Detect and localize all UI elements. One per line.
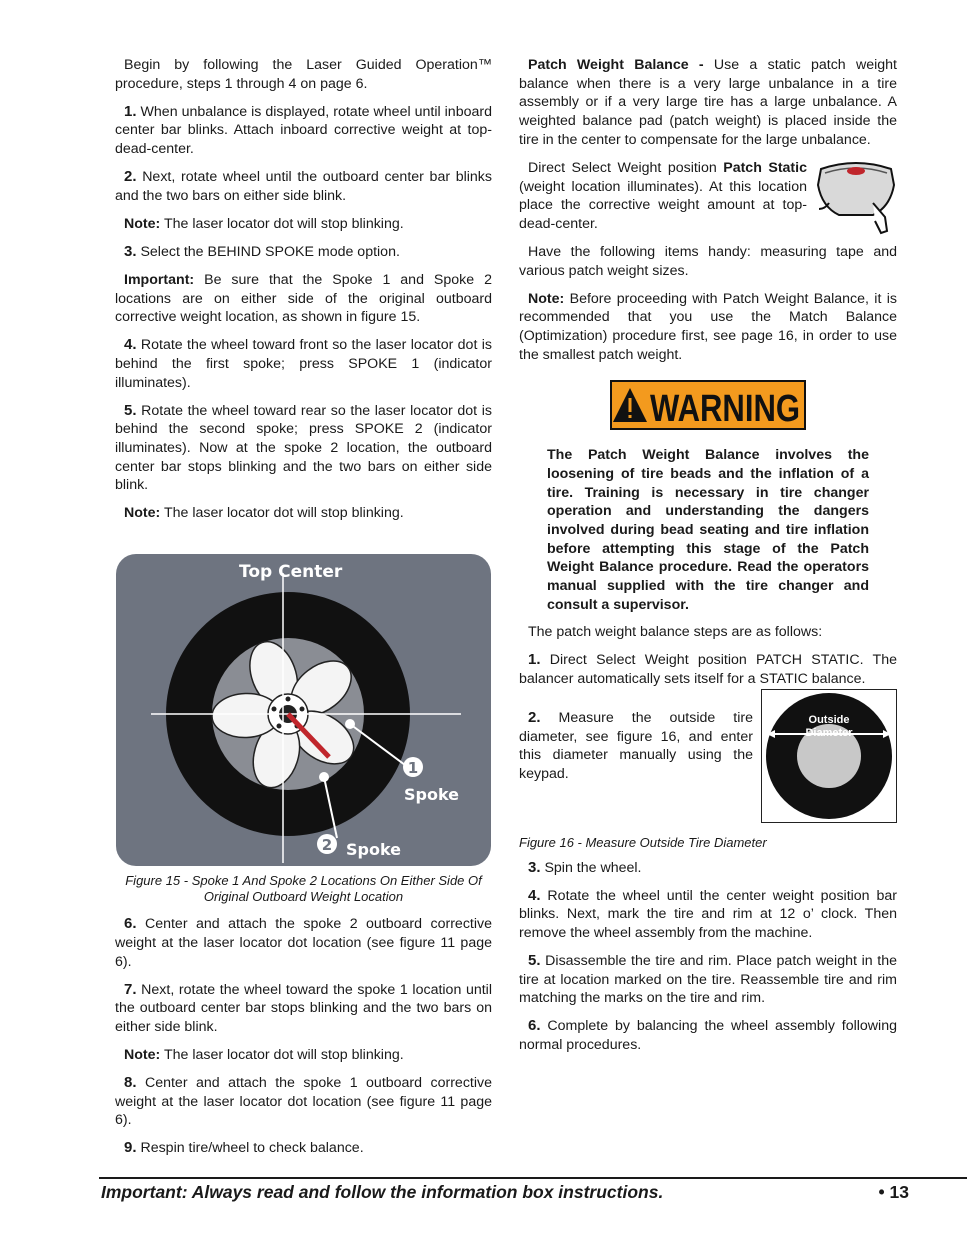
spoke-2-number: 2 (321, 836, 333, 855)
steps-intro: The patch weight balance steps are as follows: (528, 624, 823, 641)
outside-diameter-diagram (761, 689, 897, 823)
figure-16 (761, 689, 897, 829)
step-text: Center and attach the spoke 2 outboard corrective weight at the laser locator dot location (see figure 11 page 6). (115, 916, 492, 970)
step-number: 6. (528, 1017, 541, 1035)
note-label: Note: (124, 215, 161, 232)
step-number: 5. (528, 951, 541, 969)
patch-step-1 (519, 651, 897, 688)
important-paragraph (115, 271, 492, 327)
outside-label: Outside (808, 713, 850, 726)
figure-15 (115, 553, 492, 867)
step-number: 2. (528, 708, 541, 726)
spoke-2-label: Spoke (346, 840, 402, 860)
ds-text-2: (weight location illuminates). At this location place the corrective weight amount at top-dead-center. (519, 178, 807, 232)
intro-paragraph: Begin by following the Laser Guided Operation™ procedure, steps 1 through 4 on page 6. (115, 57, 492, 92)
step-text: Rotate the wheel toward front so the laser locator dot is behind the first spoke; press SPOKE 1 (indicator illuminates). (115, 337, 492, 391)
patch-step-5 (519, 952, 897, 1008)
important-label: Important: (124, 271, 195, 288)
step-text: Direct Select Weight position PATCH STATIC. The balancer automatically sets itself for a STATIC balance. (519, 652, 897, 688)
footer-rule (99, 1177, 967, 1179)
top-center-label: Top Center (239, 562, 343, 583)
pwb-label: Patch Weight Balance - (528, 57, 704, 73)
footer-text: Important: Always read and follow the information box instructions. (101, 1182, 664, 1202)
step-text: Complete by balancing the wheel assembly following normal procedures. (519, 1018, 897, 1054)
patch-step-6 (519, 1017, 897, 1054)
diameter-label: Diameter (805, 726, 853, 739)
step-text: Measure the outside tire diameter, see figure 16, and enter this diameter manually using the keypad. (519, 709, 753, 782)
patch-static-label: Patch Static (723, 159, 807, 176)
patch-static-icon (815, 159, 897, 235)
step-4 (115, 336, 492, 392)
pwb-text: Use a static patch weight balance when there is a very large unbalance in a tire assembly or if a very large tire has a large unbalance. A weighted balance pad (patch weight) is placed inside the tire in the center to compensate for the large unbalance. (519, 57, 897, 148)
note-match-balance (519, 290, 897, 365)
ds-text-1: Direct Select Weight position (528, 159, 724, 176)
note-label: Note: (124, 505, 161, 522)
right-column (519, 56, 897, 1064)
step-text: Select the BEHIND SPOKE mode option. (136, 243, 400, 260)
important-text: Be sure that the Spoke 1 and Spoke 2 locations are on either side of the original outboard corrective weight location, as shown in figure 15. (115, 271, 492, 326)
step-text: Disassemble the tire and rim. Place patch weight in the tire at location marked on the tire. Reassemble tire and rim matching the marks on the tire and rim. (519, 952, 897, 1007)
step-7 (115, 981, 492, 1037)
patch-step-3 (519, 859, 897, 878)
note-2 (115, 504, 492, 523)
step-number: 6. (124, 915, 137, 933)
figure-16-caption: Figure 16 - Measure Outside Tire Diameter (519, 834, 767, 850)
step-number: 1. (124, 102, 137, 120)
note-text: Before proceeding with Patch Weight Balance, it is recommended that you use the Match Balance (Optimization) procedure first, see page 16, in order to use the smallest patch weight. (519, 290, 897, 363)
step-number: 5. (124, 401, 137, 419)
note-1 (115, 215, 492, 234)
note-text: The laser locator dot will stop blinking. (160, 215, 404, 232)
step-text: Rotate the wheel until the center weight position bar blinks. Next, mark the tire and rim at 12 o’ clock. Then remove the wheel assembly from the machine. (519, 887, 897, 941)
step-5 (115, 402, 492, 496)
spoke-1-label: Spoke (404, 785, 460, 805)
step-text: Next, rotate wheel until the outboard center bar blinks and the two bars on either side blink. (115, 169, 492, 204)
step-6 (115, 915, 492, 971)
step-number: 8. (124, 1073, 137, 1091)
footer (101, 1182, 909, 1203)
step-number: 3. (528, 858, 541, 876)
step-text: Spin the wheel. (540, 859, 642, 876)
note-3 (115, 1046, 492, 1065)
step-9 (115, 1139, 492, 1158)
note-label: Note: (528, 290, 565, 307)
note-text: The laser locator dot will stop blinking. (160, 1046, 404, 1063)
step-number: 4. (124, 336, 137, 354)
warning-banner (519, 380, 897, 436)
step-text: When unbalance is displayed, rotate wheel until inboard center bar blinks. Attach inboard corrective weight at top-dead-center. (115, 103, 492, 158)
note-label: Note: (124, 1046, 161, 1063)
step-2 (115, 168, 492, 205)
step-number: 7. (124, 980, 137, 998)
step-number: 9. (124, 1139, 137, 1157)
step-3 (115, 243, 492, 262)
patch-weight-figure (815, 159, 897, 241)
left-column (115, 56, 492, 1167)
warning-text: The Patch Weight Balance involves the loosening of tire beads and the inflation of a tire. Training is necessary in tire changer operation and understanding the dangers involved during bead seating and tire inflation before attempting this stage of the Patch Weight Balance procedure. Read the operators manual supplied with the tire changer and consult a supervisor. (547, 447, 869, 613)
page-number: • 13 (878, 1182, 909, 1202)
note-text: The laser locator dot will stop blinking. (160, 505, 404, 522)
step-number: 2. (124, 168, 137, 186)
step-8 (115, 1074, 492, 1130)
patch-step-4 (519, 887, 897, 943)
step-1 (115, 103, 492, 159)
handy-items-paragraph: Have the following items handy: measuring tape and various patch weight sizes. (519, 243, 897, 279)
step-text: Center and attach the spoke 1 outboard corrective weight at the laser locator dot location (see figure 11 page 6). (115, 1074, 492, 1129)
wheel-diagram (115, 553, 492, 867)
step-number: 4. (528, 886, 541, 904)
warning-sign (610, 380, 806, 430)
spoke-1-number: 1 (407, 759, 419, 778)
step-number: 1. (528, 651, 541, 669)
step-text: Rotate the wheel toward rear so the laser locator dot is behind the second spoke; press SPOKE 2 (indicator illuminates). Now at the spoke 2 location, the outboard center bar stops blinking and the two bars on either side blink. (115, 402, 492, 494)
step-number: 3. (124, 242, 137, 260)
figure-15-caption: Figure 15 - Spoke 1 And Spoke 2 Locations On Either Side Of Original Outboard Weight Location (125, 873, 482, 905)
patch-weight-balance-intro (519, 56, 897, 150)
warning-label: WARNING (650, 388, 800, 431)
step-text: Respin tire/wheel to check balance. (136, 1140, 364, 1157)
step-text: Next, rotate the wheel toward the spoke 1 location until the outboard center bar stops blinking and the two bars on either side blink. (115, 981, 492, 1035)
